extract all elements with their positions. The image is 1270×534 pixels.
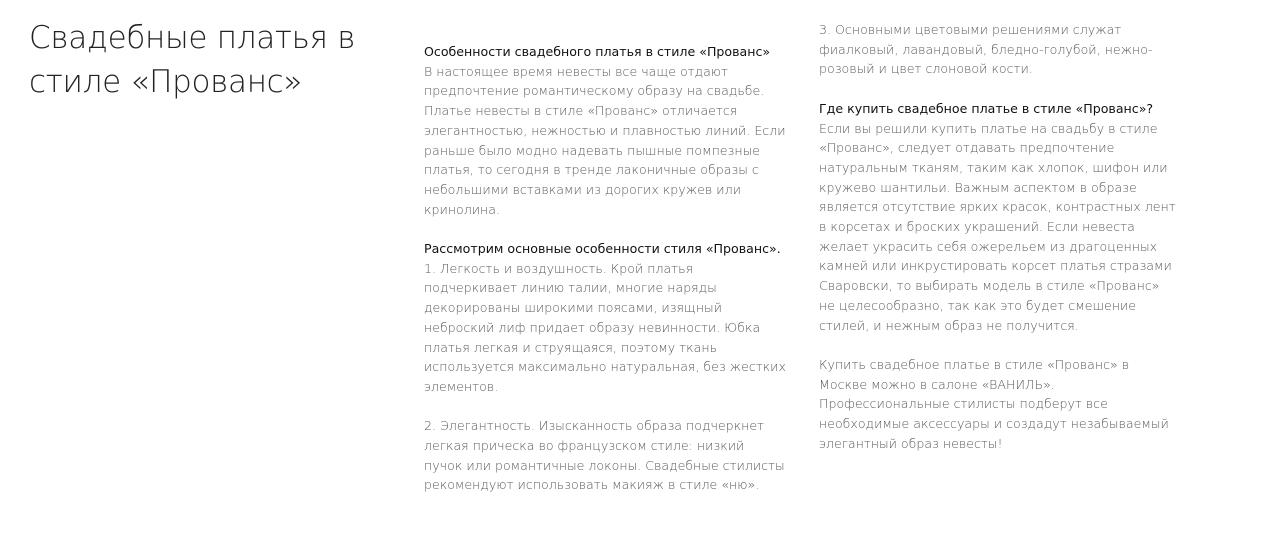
section-heading-style-features: Рассмотрим основные особенности стиля «Прованс». — [424, 241, 781, 257]
paragraph-spacer — [424, 219, 786, 239]
feature-point-1: 1. Легкость и воздушность. Крой платья подчеркивает линию талии, многие наряды декорированы широкими поясами, изящный неброский лиф придает образу невинности. Юбка платья легкая и струящаяся, поэтому ткань используется максимально натуральная, без жестких элементов. — [424, 260, 786, 394]
where-to-buy-paragraph: Если вы решили купить платье на свадьбу в стиле «Прованс», следует отдавать предпочтение натуральным тканям, таким как хлопок, шифон или кружево шантильи. Важным аспектом в образе является отсутствие ярких красок, контрастных лент в корсетах и броских украшений. Если невеста желает украсить себя ожерельем из драгоценных камней или инкрустировать корсет платья стразами Сваровски, то выбирать модель в стиле «Прованс» не целесообразно, так как это будет смешение стилей, и нежным образ не получится. — [819, 120, 1176, 333]
article-column-right — [819, 20, 1179, 453]
section-heading-features: Особенности свадебного платья в стиле «Прованс» — [424, 44, 771, 59]
feature-point-3: 3. Основными цветовыми решениями служат фиалковый, лавандовый, бледно-голубой, нежно-розовый и цвет слоновой кости. — [819, 22, 1153, 77]
closing-paragraph: Купить свадебное платье в стиле «Прованс» в Москве можно в салоне «ВАНИЛЬ». Профессиональные стилисты подберут все необходимые аксессуары и создадут незабываемый элегантный образ невесты! — [819, 356, 1169, 451]
paragraph-spacer — [819, 79, 1179, 99]
feature-point-2: 2. Элегантность. Изысканность образа подчеркнет легкая прическа во французском стиле: низкий пучок или романтичные локоны. Свадебные стилисты рекомендуют использовать макияж в стиле «ню». — [424, 418, 785, 493]
paragraph-spacer — [819, 335, 1179, 355]
section-heading-where-to-buy: Где купить свадебное платье в стиле «Прованс»? — [819, 100, 1154, 116]
article-column-middle — [424, 42, 786, 495]
paragraph-spacer — [424, 397, 786, 417]
page-title: Свадебные платья в стиле «Прованс» — [29, 20, 356, 100]
intro-paragraph: В настоящее время невесты все чаще отдают предпочтение романтическому образу на свадьбе. Платье невесты в стиле «Прованс» отличается элегантностью, нежностью и плавностью линий. Если раньше было модно надевать пышные помпезные платья, то сегодня в тренде лаконичные образы с небольшими вставками из дорогих кружев или кринолина. — [424, 63, 786, 217]
